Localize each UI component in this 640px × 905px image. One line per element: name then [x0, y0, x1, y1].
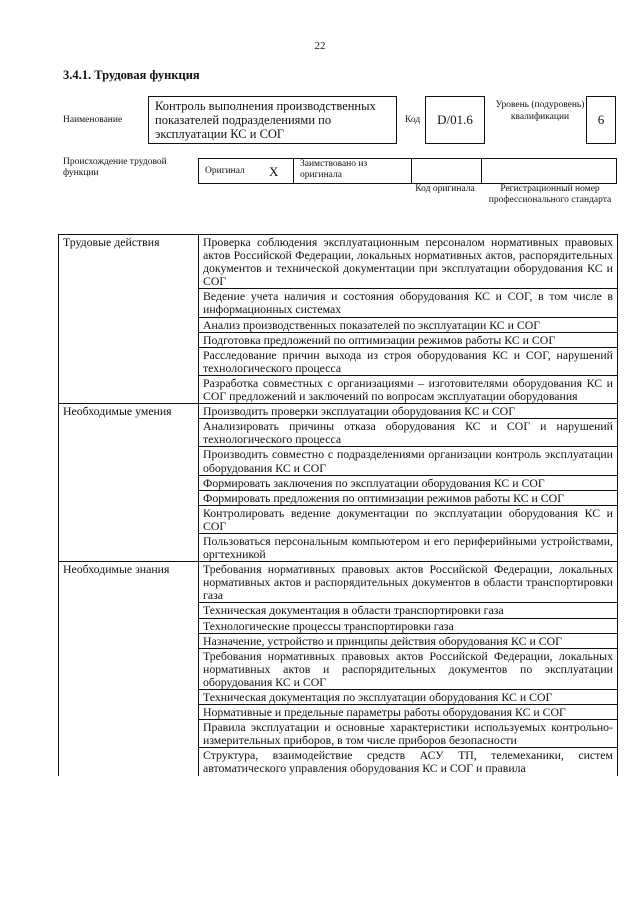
section-category-empty — [59, 505, 199, 533]
origin-original-label: Оригинал — [205, 166, 245, 176]
table-row — [59, 603, 618, 618]
section-item: Формировать предложения по оптимизации режимов работы КС и СОГ — [199, 490, 618, 505]
function-code-field: D/01.6 — [425, 96, 485, 144]
table-row — [59, 235, 618, 289]
table-row — [59, 404, 618, 419]
section-item: Подготовка предложений по оптимизации режимов работы КС и СОГ — [199, 332, 618, 347]
table-row — [59, 648, 618, 689]
origin-borrowed-label: Заимствовано из оригинала — [300, 159, 368, 180]
section-item: Правила эксплуатации и основные характеристики используемых контрольно-измерительных приборов, в том числе приборов безопасности — [199, 720, 618, 748]
section-item: Структура, взаимодействие средств АСУ ТП, телемеханики, систем автоматического управления оборудования КС и СОГ и правила — [199, 748, 618, 776]
section-item: Техническая документация по эксплуатации оборудования КС и СОГ — [199, 690, 618, 705]
section-item: Требования нормативных правовых актов Российской Федерации, локальных нормативных актов и распорядительных документов по эксплуатации оборудования КС и СОГ — [199, 648, 618, 689]
section-category-empty — [59, 419, 199, 447]
section-category-empty — [59, 317, 199, 332]
section-category-empty — [59, 490, 199, 505]
qualification-level-field: 6 — [586, 96, 616, 144]
section-item: Нормативные и предельные параметры работы оборудования КС и СОГ — [199, 705, 618, 720]
page-number: 22 — [314, 40, 326, 52]
section-item: Контролировать ведение документации по эксплуатации оборудования КС и СОГ — [199, 505, 618, 533]
section-item: Формировать заключения по эксплуатации оборудования КС и СОГ — [199, 475, 618, 490]
table-row — [59, 633, 618, 648]
section-category-empty — [59, 603, 199, 618]
section-item: Назначение, устройство и принципы действия оборудования КС и СОГ — [199, 633, 618, 648]
table-row — [59, 475, 618, 490]
section-item: Производить проверки эксплуатации оборудования КС и СОГ — [199, 404, 618, 419]
section-category-empty — [59, 289, 199, 317]
section-category-empty — [59, 447, 199, 475]
section-title: 3.4.1. Трудовая функция — [63, 68, 200, 82]
section-category-empty — [59, 720, 199, 748]
table-row — [59, 748, 618, 776]
origin-reg-caption: Регистрационный номер профессионального стандарта — [488, 184, 612, 205]
section-category-empty — [59, 375, 199, 403]
section-category: Трудовые действия — [59, 235, 199, 289]
function-name-field: Контроль выполнения производственных показателей подразделениями по эксплуатации КС и СОГ — [148, 96, 397, 144]
table-row — [59, 332, 618, 347]
table-row — [59, 317, 618, 332]
section-item: Разработка совместных с организациями – изготовителями оборудования КС и СОГ предложений и заключений по вопросам эксплуатации оборудования — [199, 375, 618, 403]
section-category: Необходимые умения — [59, 404, 199, 419]
table-row — [59, 533, 618, 561]
qualification-level-label: Уровень (подуровень) квалификации — [495, 100, 585, 122]
table-row — [59, 289, 618, 317]
section-category: Необходимые знания — [59, 562, 199, 603]
origin-original-cell — [199, 159, 294, 183]
table-row — [59, 705, 618, 720]
section-item: Ведение учета наличия и состояния оборудования КС и СОГ, в том числе в информационных системах — [199, 289, 618, 317]
section-item: Анализ производственных показателей по эксплуатации КС и СОГ — [199, 317, 618, 332]
section-item: Производить совместно с подразделениями организации контроль эксплуатации оборудования КС и СОГ — [199, 447, 618, 475]
name-label: Наименование — [63, 115, 123, 125]
origin-reg-number-cell — [482, 159, 616, 183]
section-item: Анализировать причины отказа оборудования КС и СОГ и нарушений технологического процесса — [199, 419, 618, 447]
section-category-empty — [59, 633, 199, 648]
section-category-empty — [59, 690, 199, 705]
section-category-empty — [59, 533, 199, 561]
section-category-empty — [59, 705, 199, 720]
section-item: Расследование причин выхода из строя оборудования КС и СОГ, нарушений технологического процесса — [199, 347, 618, 375]
table-row — [59, 490, 618, 505]
table-row — [59, 347, 618, 375]
section-category-empty — [59, 648, 199, 689]
code-label: Код — [405, 115, 421, 125]
section-category-empty — [59, 475, 199, 490]
section-item: Проверка соблюдения эксплуатационным персоналом нормативных правовых актов Российской Федерации, локальных нормативных актов, распорядительных документов и технической документации при эксплуатации оборудования КС и СОГ — [199, 235, 618, 289]
table-row — [59, 562, 618, 603]
section-item: Пользоваться персональным компьютером и его периферийными устройствами, оргтехникой — [199, 533, 618, 561]
section-item: Требования нормативных правовых актов Российской Федерации, локальных нормативных актов и распорядительных документов в области транспортировки газа — [199, 562, 618, 603]
origin-code-caption: Код оригинала — [415, 184, 475, 194]
table-row — [59, 419, 618, 447]
origin-label: Происхождение трудовой функции — [63, 157, 167, 178]
table-row — [59, 447, 618, 475]
section-category-empty — [59, 347, 199, 375]
origin-code-cell — [412, 159, 482, 183]
table-row — [59, 618, 618, 633]
section-category-empty — [59, 748, 199, 776]
table-row — [59, 505, 618, 533]
origin-original-mark: X — [269, 164, 279, 179]
origin-borrowed-cell — [294, 159, 412, 183]
section-category-empty — [59, 618, 199, 633]
table-row — [59, 690, 618, 705]
section-category-empty — [59, 332, 199, 347]
table-row — [59, 720, 618, 748]
origin-table — [198, 158, 617, 184]
labor-function-table — [58, 234, 618, 776]
section-item: Техническая документация в области транспортировки газа — [199, 603, 618, 618]
table-row — [59, 375, 618, 403]
section-item: Технологические процессы транспортировки газа — [199, 618, 618, 633]
